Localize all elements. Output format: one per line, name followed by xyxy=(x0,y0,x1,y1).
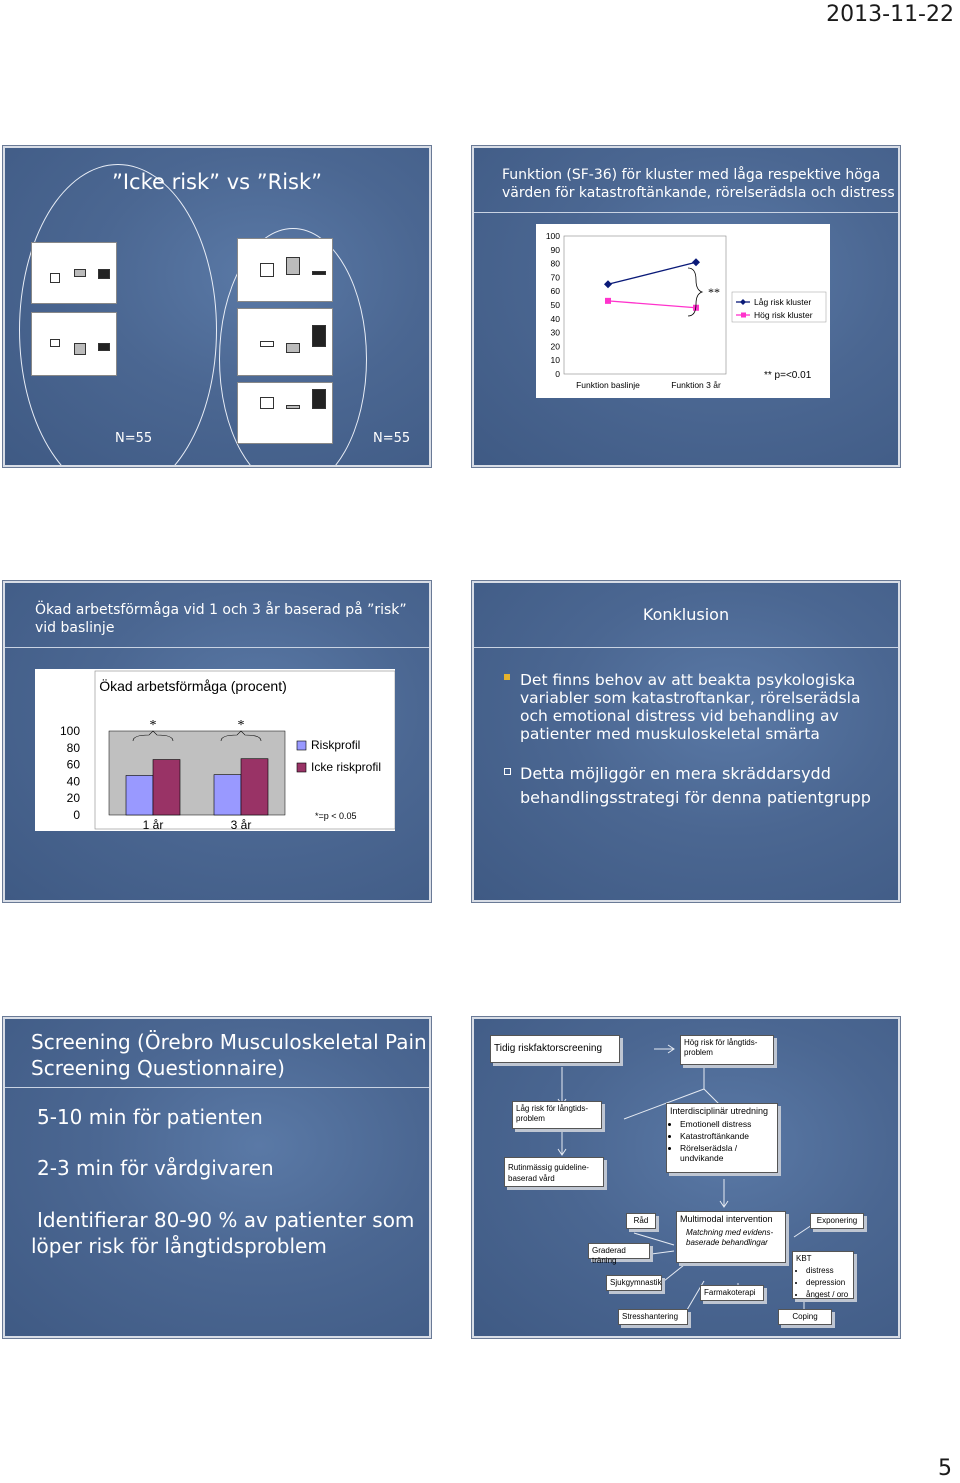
significance-mark: * xyxy=(149,718,157,733)
chart-title: Ökad arbetsförmåga (procent) xyxy=(99,678,287,694)
box-exponering xyxy=(810,1213,864,1229)
bullet-text: Det finns behov av att beakta psykologiska variabler som katastroftankar, rörelserädsla och emotional distress vid behandling av patienter med muskuloskeletal smärta xyxy=(520,671,861,743)
mini-bar xyxy=(74,343,86,355)
box-label: Graderad träning xyxy=(592,1246,626,1265)
mini-chart-right-1 xyxy=(237,238,333,302)
data-point xyxy=(604,280,612,288)
text-identifies-line1: Identifierar 80-90 % av patienter som xyxy=(37,1208,415,1232)
box-label: Rutinmässig guideline-baserad vård xyxy=(508,1163,589,1183)
series-line xyxy=(608,301,696,308)
y-tick-label: 40 xyxy=(66,774,80,789)
mini-bar xyxy=(50,339,60,347)
mini-chart-left-bottom xyxy=(31,312,117,376)
box-interdisciplinar xyxy=(666,1103,778,1173)
slide-icke-risk-vs-risk xyxy=(3,146,431,467)
box-lag-risk xyxy=(512,1101,602,1129)
legend-label: Icke riskprofil xyxy=(311,760,382,774)
list-item: • ångest / oro xyxy=(806,1290,850,1300)
bar xyxy=(241,759,268,815)
x-tick-label: 3 år xyxy=(230,818,252,831)
y-tick-label: 30 xyxy=(550,327,560,338)
mini-bar xyxy=(98,343,110,351)
box-label: Exponering xyxy=(816,1216,858,1225)
slide-title: ”Icke risk” vs ”Risk” xyxy=(111,170,323,194)
slide-screening xyxy=(3,1017,431,1338)
mini-bar xyxy=(260,397,274,409)
mini-bar xyxy=(312,271,326,275)
significance-note: *=p < 0.05 xyxy=(315,811,357,821)
y-tick-label: 70 xyxy=(550,272,560,283)
box-coping xyxy=(778,1309,832,1325)
box-farmakoterapi xyxy=(700,1285,764,1301)
slide-title: Konklusion xyxy=(642,605,730,624)
legend-label: Låg risk kluster xyxy=(754,297,812,307)
x-tick-label: 1 år xyxy=(142,818,164,831)
box-label: KBT xyxy=(796,1254,812,1263)
mini-bar xyxy=(260,263,274,277)
box-label: Råd xyxy=(633,1216,649,1225)
document-date: 2013-11-22 xyxy=(826,2,954,27)
slide-title xyxy=(502,166,898,202)
mini-bar xyxy=(286,257,300,275)
mini-bar xyxy=(286,343,300,353)
text-patient-time: 5-10 min för patienten xyxy=(37,1105,263,1129)
bullet-item xyxy=(504,671,880,743)
connector xyxy=(664,1265,684,1281)
slide-title xyxy=(35,601,429,637)
y-tick-label: 60 xyxy=(66,757,80,772)
bar xyxy=(126,776,153,815)
box-rutinmassig xyxy=(504,1157,604,1187)
data-point xyxy=(692,258,700,266)
mini-bar xyxy=(312,389,326,409)
list-item: • distress xyxy=(806,1266,850,1276)
slide-okad-arbetsformaga xyxy=(3,581,431,902)
list-item: • Emotionell distress xyxy=(680,1119,774,1129)
legend-swatch xyxy=(297,763,306,772)
legend-swatch xyxy=(297,741,306,750)
box-label: Tidig riskfaktorscreening xyxy=(494,1043,603,1054)
y-tick-label: 80 xyxy=(66,740,80,755)
box-sjukgymnastik xyxy=(606,1275,662,1291)
box-label: Låg risk för långtids-problem xyxy=(516,1104,589,1123)
box-label: Interdisciplinär utredning xyxy=(670,1106,769,1116)
bullet-icon xyxy=(504,768,511,775)
box-tidig-riskfaktorscreening xyxy=(490,1035,620,1063)
legend-marker xyxy=(741,313,746,318)
bullet-list xyxy=(504,671,880,821)
box-hog-risk xyxy=(680,1035,774,1065)
bar-chart-box xyxy=(35,669,395,831)
page-number: 5 xyxy=(938,1456,952,1481)
box-sublabel: Matchning med evidens-baserade behandlingar xyxy=(686,1228,774,1247)
box-stresshantering xyxy=(618,1309,688,1325)
mini-bar xyxy=(74,269,86,277)
mini-bar xyxy=(312,325,326,347)
y-tick-label: 100 xyxy=(545,231,560,241)
mini-bar xyxy=(50,273,60,283)
title-line-2: för katastroftänkande, rörelserädsla och distress xyxy=(555,185,895,201)
x-tick-label: Funktion baslinje xyxy=(576,380,640,390)
bar-chart xyxy=(35,669,395,831)
box-label: Coping xyxy=(792,1312,818,1321)
bullet-text-continued: behandlingsstrategi för denna patientgrupp xyxy=(520,788,871,807)
box-label: Stresshantering xyxy=(622,1312,679,1321)
box-label: Multimodal intervention xyxy=(680,1214,773,1224)
y-tick-label: 50 xyxy=(550,300,560,310)
title-line-2: vid baslinje xyxy=(35,620,115,636)
slide-konklusion xyxy=(472,581,900,902)
data-point xyxy=(605,298,611,304)
y-tick-label: 80 xyxy=(550,258,560,269)
title-line-1: Funktion (SF-36) för kluster med låga respektive höga värden xyxy=(502,167,881,201)
y-tick-label: 20 xyxy=(66,791,80,806)
box-label: Hög risk för långtids-problem xyxy=(684,1038,758,1057)
box-label: Farmakoterapi xyxy=(704,1288,756,1297)
line-chart xyxy=(536,224,830,398)
title-line-2: Screening Questionnaire) xyxy=(31,1056,285,1080)
list-item: • depression xyxy=(806,1278,850,1288)
n-label-left: N=55 xyxy=(115,431,153,446)
legend-marker xyxy=(740,299,746,305)
y-tick-label: 60 xyxy=(550,286,560,297)
series-line xyxy=(608,262,696,284)
mini-chart-left-top xyxy=(31,242,117,304)
bullet-item xyxy=(504,765,880,807)
legend-label: Riskprofil xyxy=(311,738,361,752)
box-rad xyxy=(626,1213,656,1229)
mini-bar xyxy=(260,341,274,347)
x-tick-label: Funktion 3 år xyxy=(671,380,721,390)
line-chart-box xyxy=(536,224,830,398)
plot-area xyxy=(564,236,726,374)
significance-mark: ** xyxy=(708,285,720,299)
mini-bar xyxy=(98,269,110,279)
title-line-1: Ökad arbetsförmåga vid 1 och 3 år baserad på ”risk” xyxy=(35,602,407,618)
slide-title xyxy=(31,1029,429,1081)
box-multimodal xyxy=(676,1211,786,1263)
legend-label: Hög risk kluster xyxy=(754,310,813,320)
bar xyxy=(153,760,180,815)
title-line-1: Screening (Örebro Musculoskeletal Pain xyxy=(31,1030,427,1054)
y-tick-label: 20 xyxy=(550,341,560,352)
list-item: • Katastroftänkande xyxy=(680,1131,774,1141)
y-tick-label: 40 xyxy=(550,313,560,324)
y-tick-label: 10 xyxy=(550,355,560,366)
bullet-icon xyxy=(504,674,510,680)
box-kbt xyxy=(792,1251,854,1299)
box-label: Sjukgymnastik xyxy=(610,1278,662,1287)
bar xyxy=(214,775,241,815)
slide-flowchart xyxy=(472,1017,900,1338)
y-tick-label: 0 xyxy=(73,808,80,822)
y-tick-label: 0 xyxy=(555,369,560,379)
y-tick-label: 90 xyxy=(550,244,560,255)
text-identifies-line2: löper risk för långtidsproblem xyxy=(31,1234,327,1258)
y-tick-label: 100 xyxy=(59,724,80,738)
mini-bar xyxy=(286,405,300,409)
mini-chart-right-3 xyxy=(237,382,333,444)
significance-note: ** p=<0.01 xyxy=(764,370,812,381)
n-label-right: N=55 xyxy=(373,431,411,446)
mini-chart-right-2 xyxy=(237,308,333,376)
box-graderad-traning xyxy=(588,1243,650,1265)
bullet-text: Detta möjliggör en mera skräddarsydd xyxy=(520,764,831,783)
list-item: • Rörelserädsla / undvikande xyxy=(680,1143,774,1163)
text-caregiver-time: 2-3 min för vårdgivaren xyxy=(37,1156,274,1180)
significance-mark: * xyxy=(237,718,245,733)
slide-funktion-sf36 xyxy=(472,146,900,467)
